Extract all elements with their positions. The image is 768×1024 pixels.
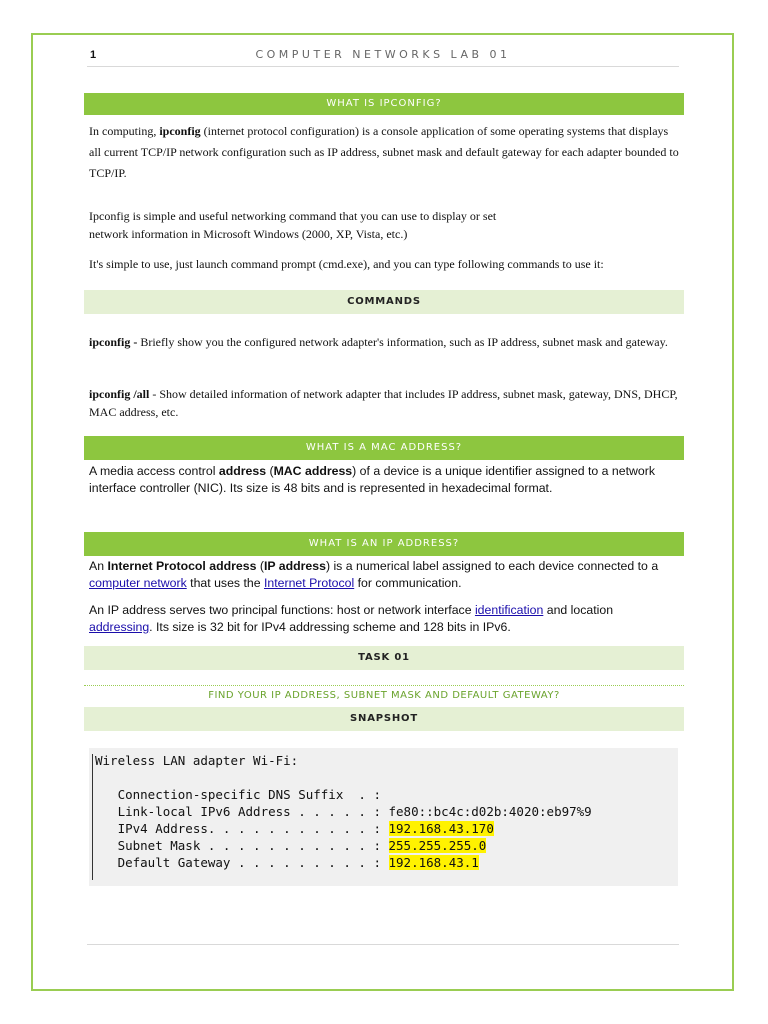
link-computer-network[interactable]: computer network [89, 576, 187, 590]
ipv6-line: Link-local IPv6 Address . . . . . : fe80::bc4c:d02b:4020:eb97%9 [95, 804, 592, 819]
header-title: COMPUTER NETWORKS LAB 01 [255, 48, 511, 61]
heading-ip-address: WHAT IS AN IP ADDRESS? [84, 532, 684, 556]
page-number: 1 [90, 49, 97, 61]
link-identification[interactable]: identification [474, 603, 544, 617]
link-addressing[interactable]: addressing [89, 620, 150, 634]
ipconfig-paragraph-1: In computing, ipconfig (internet protocol configuration) is a console application of some operating systems that displays all current TCP/IP network configuration such as IP address, subnet mask and default gateway for each adapter bounded to TCP/IP. [89, 124, 679, 180]
heading-ipconfig: WHAT IS IPCONFIG? [84, 93, 684, 115]
ipconfig-paragraph-3: It's simple to use, just launch command prompt (cmd.exe), and you can type following commands to use it: [89, 257, 604, 271]
ipv4-value: 192.168.43.170 [388, 821, 494, 836]
heading-snapshot: SNAPSHOT [84, 707, 684, 731]
snapshot-edge [92, 754, 93, 880]
gateway-value: 192.168.43.1 [388, 855, 479, 870]
ip-paragraph-1: An Internet Protocol address (IP address) is a numerical label assigned to each device connected to a computer network that uses the Internet Protocol for communication. [89, 559, 659, 590]
heading-commands: COMMANDS [84, 290, 684, 314]
mac-paragraph: A media access control address (MAC address) of a device is a unique identifier assigned to a network interface controller (NIC). Its size is 48 bits and is represented in hexadecimal format. [89, 464, 655, 495]
dns-suffix-line: Connection-specific DNS Suffix . : [95, 787, 381, 802]
task-question: FIND YOUR IP ADDRESS, SUBNET MASK AND DEFAULT GATEWAY? [208, 690, 560, 701]
subnet-value: 255.255.255.0 [388, 838, 487, 853]
heading-mac-address: WHAT IS A MAC ADDRESS? [84, 436, 684, 460]
command-ipconfig: ipconfig - Briefly show you the configured network adapter's information, such as IP address, subnet mask and gateway. [89, 335, 668, 349]
command-output-snapshot [89, 748, 678, 886]
dotted-divider [84, 685, 684, 686]
adapter-title: Wireless LAN adapter Wi-Fi: [95, 753, 299, 768]
ipconfig-output [95, 752, 592, 871]
page-footer-rule [87, 944, 679, 945]
link-internet-protocol[interactable]: Internet Protocol [263, 576, 355, 590]
ipv4-label: IPv4 Address. . . . . . . . . . . : [95, 821, 389, 836]
ip-paragraph-2: An IP address serves two principal functions: host or network interface identification and location addressing. Its size is 32 bit for IPv4 addressing scheme and 128 bits in IPv6. [89, 603, 614, 634]
ipconfig-paragraph-2: Ipconfig is simple and useful networking command that you can use to display or set network information in Microsoft Windows (2000, XP, Vista, etc.) [89, 209, 497, 241]
command-ipconfig-all: ipconfig /all - Show detailed information of network adapter that includes IP address, subnet mask, gateway, DNS, DHCP, MAC address, etc. [89, 387, 678, 419]
subnet-label: Subnet Mask . . . . . . . . . . . : [95, 838, 389, 853]
page-header [87, 46, 679, 67]
gateway-label: Default Gateway . . . . . . . . . : [95, 855, 389, 870]
heading-task-01: TASK 01 [84, 646, 684, 670]
